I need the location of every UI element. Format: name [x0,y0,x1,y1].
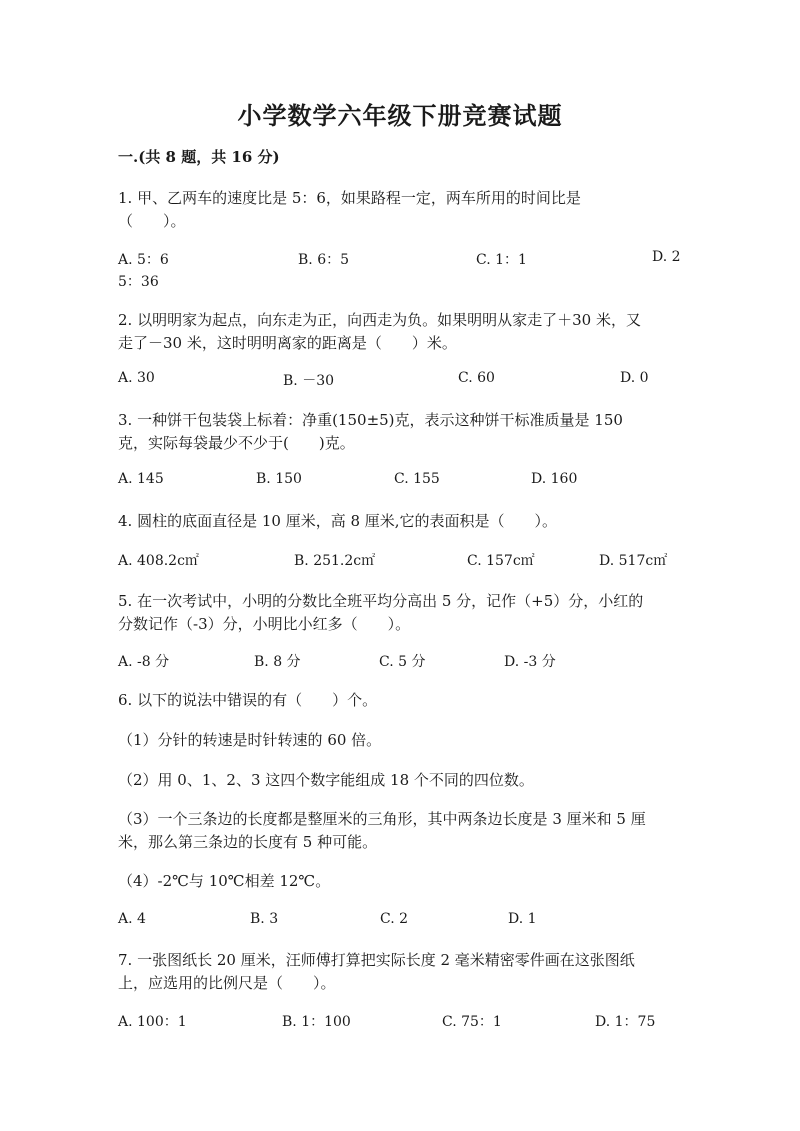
statement-1 [118,729,686,752]
option-a: A. 408.2c㎡ [118,553,199,569]
statement-2 [118,769,686,792]
question-line: 5. 在一次考试中，小明的分数比全班平均分高出 5 分，记作（+5）分，小红的 [118,592,644,610]
question-line: （ ）。 [118,212,186,230]
question-3-options [118,471,686,493]
option-a: A. 4 [118,911,146,927]
statement-line: （1）分针的转速是时针转速的 60 倍。 [118,731,382,749]
option-b: B. 6：5 [298,252,350,268]
question-6-options [118,911,686,933]
option-c: C. 155 [394,471,440,487]
question-line: 走了－30 米，这时明明离家的距离是（ ）米。 [118,334,457,352]
statement-line: （2）用 0、1、2、3 这四个数字能组成 18 个不同的四位数。 [118,771,534,789]
option-d: D. 2 [652,249,681,265]
option-d: D. 517c㎡ [599,553,668,569]
question-line: 分数记作（-3）分，小明比小红多（ ）。 [118,615,411,633]
statement-line: （4）-2℃与 10℃相差 12℃。 [118,872,331,890]
statement-4 [118,870,686,893]
question-6 [118,689,686,712]
question-line: 3. 一种饼干包装袋上标着：净重(150±5)克，表示这种饼干标准质量是 150 [118,411,623,429]
question-3 [118,409,686,455]
option-d: D. 160 [531,471,578,487]
question-2-options [118,370,686,392]
option-a: A. 30 [118,370,155,386]
option-d: D. 1：75 [595,1014,656,1030]
question-2 [118,309,686,355]
question-5-options [118,651,686,673]
option-c: C. 60 [458,370,495,386]
statement-line: （3）一个三条边的长度都是整厘米的三角形，其中两条边长度是 3 厘米和 5 厘 [118,810,646,828]
option-b: B. 251.2c㎡ [294,553,376,569]
option-d-continuation: 5：36 [118,274,159,290]
option-b: B. 8 分 [254,654,301,670]
option-b: B. －30 [283,373,335,389]
page-title: 小学数学六年级下册竞赛试题 [237,101,563,130]
question-line: 克，实际每袋最少不少于( )克。 [118,434,355,452]
option-c: C. 1：1 [476,252,527,268]
option-a: A. 145 [118,471,164,487]
question-4-options [118,550,686,572]
option-c: C. 157c㎡ [467,553,535,569]
question-1 [118,187,686,233]
statement-line: 米，那么第三条边的长度有 5 种可能。 [118,833,378,851]
question-4 [118,510,686,533]
option-d: D. 1 [508,911,537,927]
question-line: 1. 甲、乙两车的速度比是 5：6，如果路程一定，两车所用的时间比是 [118,189,581,207]
question-line: 上，应选用的比例尺是（ ）。 [118,974,336,992]
option-b: B. 150 [256,471,302,487]
question-5 [118,590,686,636]
question-1-options [118,249,686,271]
question-line: 4. 圆柱的底面直径是 10 厘米，高 8 厘米,它的表面积是（ ）。 [118,512,558,530]
section-heading: 一.(共 8 题，共 16 分) [118,148,280,166]
option-c: C. 2 [380,911,409,927]
option-b: B. 1：100 [282,1014,351,1030]
question-7-options [118,1011,686,1033]
statement-3 [118,808,686,854]
option-a: A. 5：6 [118,252,169,268]
option-a: A. -8 分 [118,654,170,670]
question-7 [118,949,686,995]
question-line: 6. 以下的说法中错误的有（ ）个。 [118,691,378,709]
option-a: A. 100：1 [118,1014,187,1030]
option-d: D. 0 [620,370,649,386]
question-line: 2. 以明明家为起点，向东走为正，向西走为负。如果明明从家走了＋30 米，又 [118,311,641,329]
option-c: C. 75：1 [442,1014,502,1030]
question-line: 7. 一张图纸长 20 厘米，汪师傅打算把实际长度 2 毫米精密零件画在这张图纸 [118,951,635,969]
option-c: C. 5 分 [379,654,426,670]
option-b: B. 3 [250,911,279,927]
option-d: D. -3 分 [504,654,556,670]
